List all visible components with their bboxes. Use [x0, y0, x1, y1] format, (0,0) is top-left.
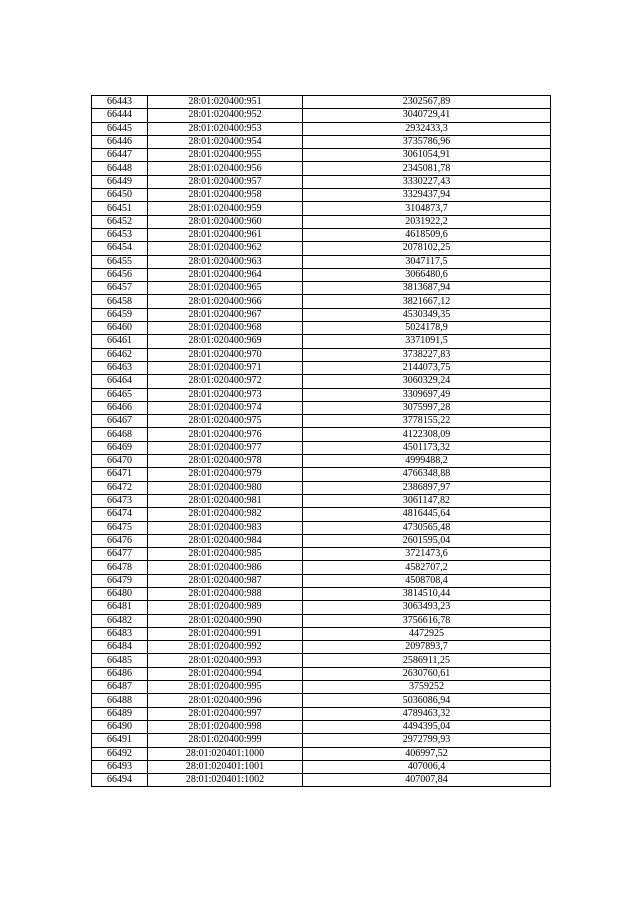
- value-cell: 406997,52: [303, 747, 551, 760]
- table-row: [92, 268, 551, 281]
- table-row: [92, 401, 551, 414]
- value-cell: 2586911,25: [303, 654, 551, 667]
- table-row: [92, 455, 551, 468]
- table-row: [92, 322, 551, 335]
- cadastral-number-cell: 28:01:020400:973: [148, 388, 303, 401]
- table-row: [92, 627, 551, 640]
- cadastral-number-cell: 28:01:020400:990: [148, 614, 303, 627]
- table-row: [92, 654, 551, 667]
- cadastral-number-cell: 28:01:020401:1000: [148, 747, 303, 760]
- cadastral-number-cell: 28:01:020400:980: [148, 481, 303, 494]
- cadastral-number-cell: 28:01:020400:998: [148, 720, 303, 733]
- value-cell: 4789463,32: [303, 707, 551, 720]
- cadastral-number-cell: 28:01:020400:977: [148, 441, 303, 454]
- table-row: [92, 534, 551, 547]
- cadastral-number-cell: 28:01:020400:969: [148, 335, 303, 348]
- cadastral-number-cell: 28:01:020400:979: [148, 468, 303, 481]
- row-number-cell: 66450: [92, 189, 148, 202]
- cadastral-number-cell: 28:01:020400:954: [148, 135, 303, 148]
- row-number-cell: 66471: [92, 468, 148, 481]
- table-row: [92, 122, 551, 135]
- row-number-cell: 66476: [92, 534, 148, 547]
- row-number-cell: 66493: [92, 760, 148, 773]
- row-number-cell: 66488: [92, 694, 148, 707]
- row-number-cell: 66456: [92, 268, 148, 281]
- table-row: [92, 388, 551, 401]
- value-cell: 3309697,49: [303, 388, 551, 401]
- row-number-cell: 66481: [92, 601, 148, 614]
- row-number-cell: 66479: [92, 574, 148, 587]
- cadastral-number-cell: 28:01:020400:971: [148, 361, 303, 374]
- cadastral-number-cell: 28:01:020400:992: [148, 641, 303, 654]
- value-cell: 3813687,94: [303, 282, 551, 295]
- value-cell: 2078102,25: [303, 242, 551, 255]
- value-cell: 3330227,43: [303, 175, 551, 188]
- value-cell: 3821667,12: [303, 295, 551, 308]
- cadastral-number-cell: 28:01:020400:989: [148, 601, 303, 614]
- cadastral-number-cell: 28:01:020400:974: [148, 401, 303, 414]
- row-number-cell: 66451: [92, 202, 148, 215]
- value-cell: 3735786,96: [303, 135, 551, 148]
- row-number-cell: 66452: [92, 215, 148, 228]
- cadastral-number-cell: 28:01:020400:996: [148, 694, 303, 707]
- row-number-cell: 66443: [92, 96, 148, 109]
- table-row: [92, 747, 551, 760]
- value-cell: 4766348,88: [303, 468, 551, 481]
- row-number-cell: 66494: [92, 774, 148, 787]
- value-cell: 3371091,5: [303, 335, 551, 348]
- table-row: [92, 348, 551, 361]
- cadastral-number-cell: 28:01:020400:981: [148, 494, 303, 507]
- row-number-cell: 66453: [92, 228, 148, 241]
- cadastral-number-cell: 28:01:020400:959: [148, 202, 303, 215]
- row-number-cell: 66489: [92, 707, 148, 720]
- row-number-cell: 66467: [92, 415, 148, 428]
- table-row: [92, 228, 551, 241]
- table-row: [92, 428, 551, 441]
- cadastral-number-cell: 28:01:020400:958: [148, 189, 303, 202]
- value-cell: 3063493,23: [303, 601, 551, 614]
- row-number-cell: 66482: [92, 614, 148, 627]
- table-row: [92, 468, 551, 481]
- value-cell: 3721473,6: [303, 548, 551, 561]
- cadastral-number-cell: 28:01:020400:964: [148, 268, 303, 281]
- cadastral-number-cell: 28:01:020400:952: [148, 109, 303, 122]
- table-row: [92, 548, 551, 561]
- value-cell: 3738227,83: [303, 348, 551, 361]
- cadastral-number-cell: 28:01:020400:985: [148, 548, 303, 561]
- table-row: [92, 242, 551, 255]
- table-row: [92, 720, 551, 733]
- cadastral-number-cell: 28:01:020400:988: [148, 587, 303, 600]
- table-row: [92, 215, 551, 228]
- row-number-cell: 66468: [92, 428, 148, 441]
- row-number-cell: 66487: [92, 681, 148, 694]
- row-number-cell: 66475: [92, 521, 148, 534]
- table-row: [92, 308, 551, 321]
- value-cell: 4999488,2: [303, 455, 551, 468]
- table-row: [92, 109, 551, 122]
- row-number-cell: 66454: [92, 242, 148, 255]
- table-body: [92, 96, 551, 787]
- row-number-cell: 66484: [92, 641, 148, 654]
- table-row: [92, 202, 551, 215]
- value-cell: 2386897,97: [303, 481, 551, 494]
- value-cell: 2031922,2: [303, 215, 551, 228]
- cadastral-number-cell: 28:01:020400:972: [148, 375, 303, 388]
- value-cell: 3104873,7: [303, 202, 551, 215]
- row-number-cell: 66474: [92, 508, 148, 521]
- row-number-cell: 66464: [92, 375, 148, 388]
- row-number-cell: 66458: [92, 295, 148, 308]
- value-cell: 4508708,4: [303, 574, 551, 587]
- row-number-cell: 66457: [92, 282, 148, 295]
- value-cell: 2932433,3: [303, 122, 551, 135]
- value-cell: 4582707,2: [303, 561, 551, 574]
- value-cell: 407006,4: [303, 760, 551, 773]
- cadastral-number-cell: 28:01:020400:951: [148, 96, 303, 109]
- cadastral-number-cell: 28:01:020400:982: [148, 508, 303, 521]
- cadastral-number-cell: 28:01:020400:991: [148, 627, 303, 640]
- row-number-cell: 66492: [92, 747, 148, 760]
- row-number-cell: 66478: [92, 561, 148, 574]
- value-cell: 407007,84: [303, 774, 551, 787]
- table-row: [92, 614, 551, 627]
- cadastral-number-cell: 28:01:020400:987: [148, 574, 303, 587]
- row-number-cell: 66455: [92, 255, 148, 268]
- row-number-cell: 66449: [92, 175, 148, 188]
- row-number-cell: 66463: [92, 361, 148, 374]
- cadastral-number-cell: 28:01:020400:967: [148, 308, 303, 321]
- table-row: [92, 162, 551, 175]
- table-row: [92, 375, 551, 388]
- row-number-cell: 66448: [92, 162, 148, 175]
- value-cell: 3047117,5: [303, 255, 551, 268]
- value-cell: 4122308,09: [303, 428, 551, 441]
- table-row: [92, 641, 551, 654]
- table-row: [92, 734, 551, 747]
- cadastral-number-cell: 28:01:020400:975: [148, 415, 303, 428]
- row-number-cell: 66472: [92, 481, 148, 494]
- value-cell: 2601595,04: [303, 534, 551, 547]
- value-cell: 3060329,24: [303, 375, 551, 388]
- row-number-cell: 66486: [92, 667, 148, 680]
- cadastral-number-cell: 28:01:020400:963: [148, 255, 303, 268]
- cadastral-number-cell: 28:01:020400:961: [148, 228, 303, 241]
- value-cell: 3814510,44: [303, 587, 551, 600]
- row-number-cell: 66461: [92, 335, 148, 348]
- row-number-cell: 66444: [92, 109, 148, 122]
- value-cell: 4501173,32: [303, 441, 551, 454]
- cadastral-number-cell: 28:01:020400:986: [148, 561, 303, 574]
- value-cell: 2302567,89: [303, 96, 551, 109]
- table-row: [92, 681, 551, 694]
- row-number-cell: 66460: [92, 322, 148, 335]
- row-number-cell: 66447: [92, 149, 148, 162]
- table-row: [92, 760, 551, 773]
- table-row: [92, 295, 551, 308]
- cadastral-number-cell: 28:01:020400:968: [148, 322, 303, 335]
- cadastral-number-cell: 28:01:020400:978: [148, 455, 303, 468]
- table-row: [92, 587, 551, 600]
- cadastral-number-cell: 28:01:020400:995: [148, 681, 303, 694]
- cadastral-number-cell: 28:01:020400:960: [148, 215, 303, 228]
- value-cell: 3075997,28: [303, 401, 551, 414]
- row-number-cell: 66485: [92, 654, 148, 667]
- value-cell: 4472925: [303, 627, 551, 640]
- value-cell: 3061054,91: [303, 149, 551, 162]
- value-cell: 4494395,04: [303, 720, 551, 733]
- table-row: [92, 774, 551, 787]
- row-number-cell: 66477: [92, 548, 148, 561]
- cadastral-number-cell: 28:01:020400:956: [148, 162, 303, 175]
- parcel-table: [91, 95, 551, 787]
- cadastral-number-cell: 28:01:020401:1001: [148, 760, 303, 773]
- value-cell: 4530349,35: [303, 308, 551, 321]
- value-cell: 5024178,9: [303, 322, 551, 335]
- value-cell: 3040729,41: [303, 109, 551, 122]
- table-row: [92, 494, 551, 507]
- value-cell: 2972799,93: [303, 734, 551, 747]
- value-cell: 5036086,94: [303, 694, 551, 707]
- cadastral-number-cell: 28:01:020400:970: [148, 348, 303, 361]
- table-row: [92, 149, 551, 162]
- row-number-cell: 66473: [92, 494, 148, 507]
- table-row: [92, 135, 551, 148]
- cadastral-number-cell: 28:01:020400:955: [148, 149, 303, 162]
- cadastral-number-cell: 28:01:020400:957: [148, 175, 303, 188]
- table-row: [92, 96, 551, 109]
- value-cell: 4618509,6: [303, 228, 551, 241]
- value-cell: 2144073,75: [303, 361, 551, 374]
- value-cell: 3778155,22: [303, 415, 551, 428]
- table-row: [92, 361, 551, 374]
- cadastral-number-cell: 28:01:020401:1002: [148, 774, 303, 787]
- row-number-cell: 66469: [92, 441, 148, 454]
- row-number-cell: 66446: [92, 135, 148, 148]
- value-cell: 3759252: [303, 681, 551, 694]
- value-cell: 3061147,82: [303, 494, 551, 507]
- row-number-cell: 66459: [92, 308, 148, 321]
- cadastral-number-cell: 28:01:020400:976: [148, 428, 303, 441]
- table-row: [92, 335, 551, 348]
- cadastral-number-cell: 28:01:020400:965: [148, 282, 303, 295]
- cadastral-number-cell: 28:01:020400:997: [148, 707, 303, 720]
- table-row: [92, 175, 551, 188]
- table-row: [92, 574, 551, 587]
- table-row: [92, 667, 551, 680]
- row-number-cell: 66465: [92, 388, 148, 401]
- table-row: [92, 441, 551, 454]
- cadastral-number-cell: 28:01:020400:984: [148, 534, 303, 547]
- table-row: [92, 282, 551, 295]
- value-cell: 2630760,61: [303, 667, 551, 680]
- row-number-cell: 66490: [92, 720, 148, 733]
- cadastral-number-cell: 28:01:020400:994: [148, 667, 303, 680]
- row-number-cell: 66466: [92, 401, 148, 414]
- table-row: [92, 415, 551, 428]
- row-number-cell: 66445: [92, 122, 148, 135]
- value-cell: 3756616,78: [303, 614, 551, 627]
- value-cell: 2097893,7: [303, 641, 551, 654]
- cadastral-number-cell: 28:01:020400:993: [148, 654, 303, 667]
- row-number-cell: 66480: [92, 587, 148, 600]
- cadastral-number-cell: 28:01:020400:953: [148, 122, 303, 135]
- table-row: [92, 508, 551, 521]
- table-row: [92, 561, 551, 574]
- table-row: [92, 601, 551, 614]
- value-cell: 4816445,64: [303, 508, 551, 521]
- row-number-cell: 66462: [92, 348, 148, 361]
- value-cell: 2345081,78: [303, 162, 551, 175]
- value-cell: 4730565,48: [303, 521, 551, 534]
- row-number-cell: 66491: [92, 734, 148, 747]
- cadastral-number-cell: 28:01:020400:983: [148, 521, 303, 534]
- cadastral-number-cell: 28:01:020400:966: [148, 295, 303, 308]
- row-number-cell: 66470: [92, 455, 148, 468]
- table-row: [92, 707, 551, 720]
- table-row: [92, 694, 551, 707]
- value-cell: 3329437,94: [303, 189, 551, 202]
- table-row: [92, 255, 551, 268]
- cadastral-number-cell: 28:01:020400:999: [148, 734, 303, 747]
- cadastral-number-cell: 28:01:020400:962: [148, 242, 303, 255]
- value-cell: 3066480,6: [303, 268, 551, 281]
- table-row: [92, 481, 551, 494]
- row-number-cell: 66483: [92, 627, 148, 640]
- table-row: [92, 189, 551, 202]
- table-row: [92, 521, 551, 534]
